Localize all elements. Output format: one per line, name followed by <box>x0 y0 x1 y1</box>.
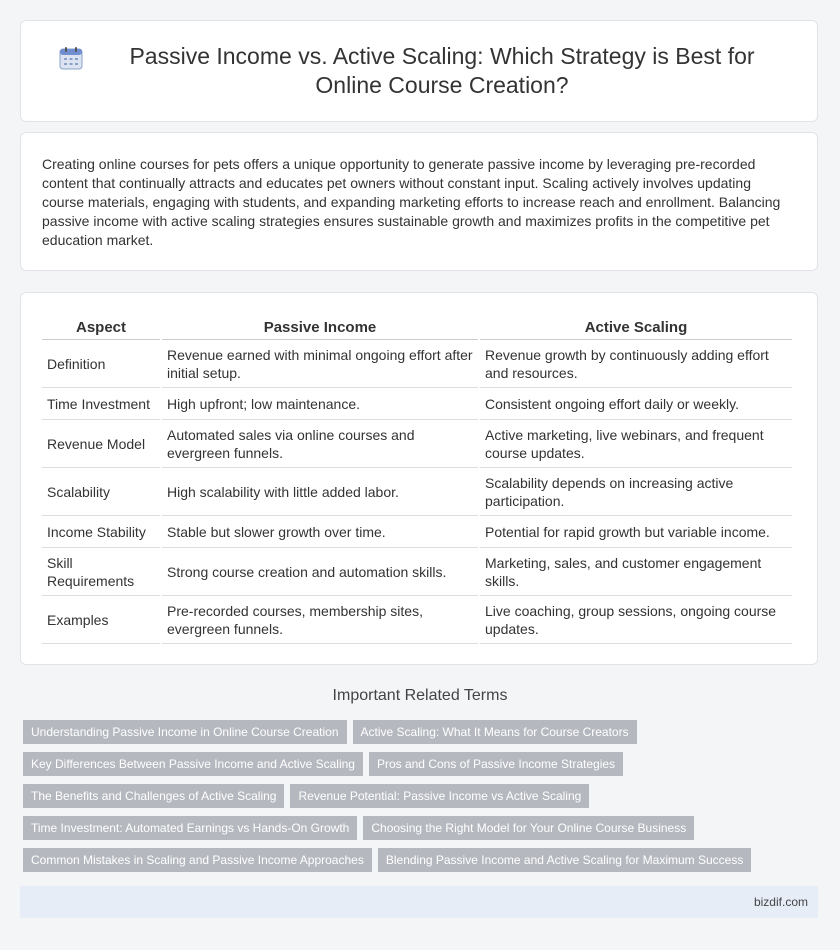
table-cell-active: Marketing, sales, and customer engagement skills. <box>480 548 792 596</box>
table-cell-active: Scalability depends on increasing active participation. <box>480 468 792 516</box>
table-row <box>42 388 792 420</box>
table-cell-active: Potential for rapid growth but variable income. <box>480 516 792 548</box>
comparison-table <box>40 313 794 644</box>
table-row <box>42 420 792 468</box>
related-terms-heading: Important Related Terms <box>332 687 508 704</box>
table-cell-aspect: Income Stability <box>42 516 160 548</box>
table-cell-aspect: Revenue Model <box>42 420 160 468</box>
comparison-card <box>20 292 818 665</box>
intro-card <box>20 132 818 271</box>
related-terms-list <box>23 720 823 880</box>
table-cell-aspect: Time Investment <box>42 388 160 420</box>
related-term-tag[interactable]: Revenue Potential: Passive Income vs Active Scaling <box>290 784 589 808</box>
table-row <box>42 596 792 644</box>
table-cell-active: Revenue growth by continuously adding effort and resources. <box>480 340 792 388</box>
table-row <box>42 516 792 548</box>
table-cell-active: Active marketing, live webinars, and frequent course updates. <box>480 420 792 468</box>
related-term-tag[interactable]: Key Differences Between Passive Income and Active Scaling <box>23 752 363 776</box>
related-term-tag[interactable]: Choosing the Right Model for Your Online Course Business <box>363 816 694 840</box>
table-cell-passive: Strong course creation and automation skills. <box>162 548 478 596</box>
table-cell-passive: High upfront; low maintenance. <box>162 388 478 420</box>
table-cell-passive: Stable but slower growth over time. <box>162 516 478 548</box>
table-header-row <box>42 313 792 340</box>
related-term-tag[interactable]: Active Scaling: What It Means for Course Creators <box>353 720 637 744</box>
footer-site-link[interactable]: bizdif.com <box>753 895 808 909</box>
table-cell-aspect: Scalability <box>42 468 160 516</box>
table-cell-passive: High scalability with little added labor. <box>162 468 478 516</box>
table-cell-aspect: Examples <box>42 596 160 644</box>
related-term-tag[interactable]: Blending Passive Income and Active Scaling for Maximum Success <box>378 848 752 872</box>
related-term-tag[interactable]: Understanding Passive Income in Online Course Creation <box>23 720 347 744</box>
calendar-icon <box>59 46 83 75</box>
intro-text: Creating online courses for pets offers a unique opportunity to generate passive income by leveraging pre-recorded content that continually attracts and educates pet owners without constant input. Scaling actively involves updating course materials, engaging with students, and expanding marketing efforts to increase reach and enrollment. Balancing passive income with active scaling strategies ensures sustainable growth and maximizes profits in the competitive pet education market. <box>42 156 781 248</box>
table-cell-active: Live coaching, group sessions, ongoing course updates. <box>480 596 792 644</box>
table-row <box>42 340 792 388</box>
table-row <box>42 548 792 596</box>
table-row <box>42 468 792 516</box>
table-cell-active: Consistent ongoing effort daily or weekly. <box>480 388 792 420</box>
table-cell-aspect: Skill Requirements <box>42 548 160 596</box>
table-cell-aspect: Definition <box>42 340 160 388</box>
column-header: Aspect <box>42 313 160 340</box>
related-term-tag[interactable]: Pros and Cons of Passive Income Strategies <box>369 752 623 776</box>
footer <box>20 886 818 918</box>
column-header: Passive Income <box>162 313 478 340</box>
page-title: Passive Income vs. Active Scaling: Which Strategy is Best for Online Course Creation? <box>129 43 755 98</box>
related-term-tag[interactable]: Time Investment: Automated Earnings vs Hands-On Growth <box>23 816 357 840</box>
related-term-tag[interactable]: Common Mistakes in Scaling and Passive Income Approaches <box>23 848 372 872</box>
related-term-tag[interactable]: The Benefits and Challenges of Active Scaling <box>23 784 284 808</box>
table-cell-passive: Pre-recorded courses, membership sites, evergreen funnels. <box>162 596 478 644</box>
title-card <box>20 20 818 122</box>
column-header: Active Scaling <box>480 313 792 340</box>
table-cell-passive: Revenue earned with minimal ongoing effort after initial setup. <box>162 340 478 388</box>
table-cell-passive: Automated sales via online courses and evergreen funnels. <box>162 420 478 468</box>
